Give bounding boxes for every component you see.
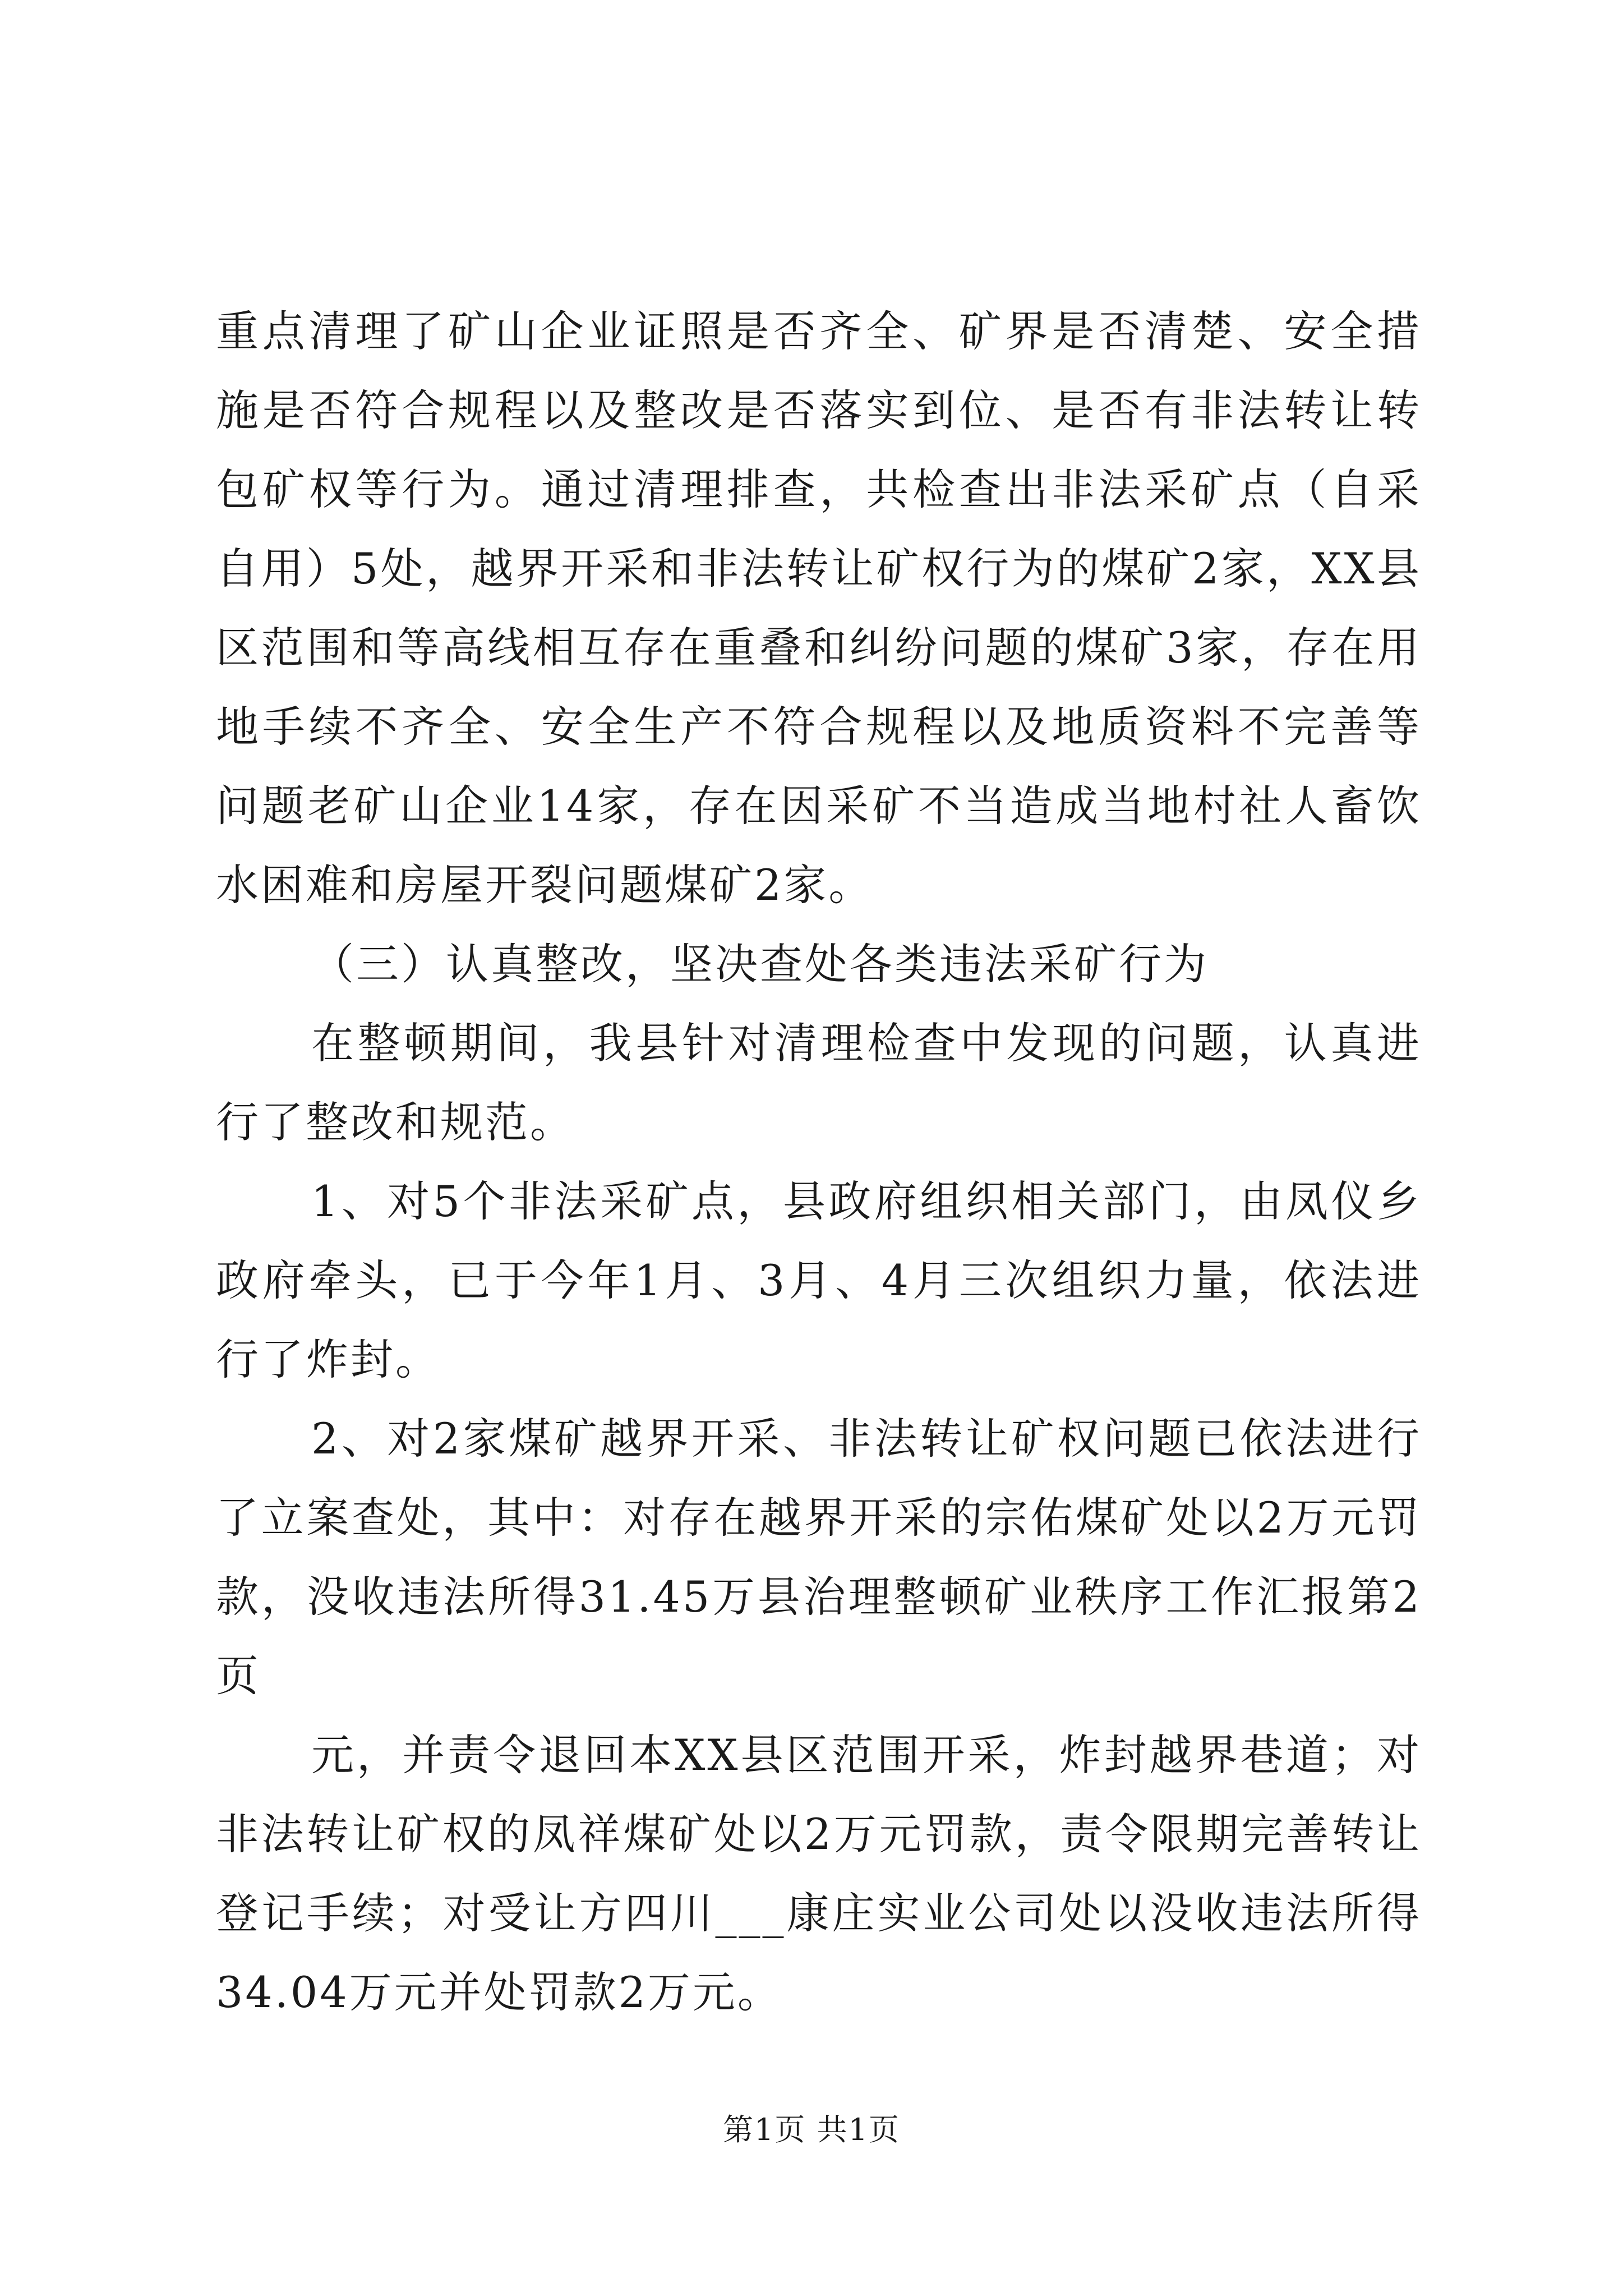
paragraph-item-2-continued: 元，并责令退回本XX县区范围开采，炸封越界巷道；对非法转让矿权的凤祥煤矿处以2万元罚款，责令限期完善转让登记手续；对受让方四川___康庄实业公司处以没收违法所得34.04万元并处罚款2万元。 xyxy=(216,1730,1422,2017)
section-heading-rectification: （三）认真整改，坚决查处各类违法采矿行为 xyxy=(311,939,1209,989)
document-body xyxy=(216,292,1422,2032)
paragraph-rectification-intro: 在整顿期间，我县针对清理检查中发现的问题，认真进行了整改和规范。 xyxy=(216,1018,1422,1147)
paragraph-item-2: 2、对2家煤矿越界开采、非法转让矿权问题已依法进行了立案查处，其中：对存在越界开采的宗佑煤矿处以2万元罚款，没收违法所得31.45万县治理整顿矿业秩序工作汇报第2页 xyxy=(216,1414,1422,1701)
paragraph-item-1: 1、对5个非法采矿点，县政府组织相关部门，由凤仪乡政府牵头，已于今年1月、3月、4月三次组织力量，依法进行了炸封。 xyxy=(216,1176,1422,1384)
paragraph-mine-inspection: 重点清理了矿山企业证照是否齐全、矿界是否清楚、安全措施是否符合规程以及整改是否落实到位、是否有非法转让转包矿权等行为。通过清理排查，共检查出非法采矿点（自采自用）5处，越界开采和非法转让矿权行为的煤矿2家，XX县区范围和等高线相互存在重叠和纠纷问题的煤矿3家，存在用地手续不齐全、安全生产不符合规程以及地质资料不完善等问题老矿山企业14家，存在因采矿不当造成当地村社人畜饮水困难和房屋开裂问题煤矿2家。 xyxy=(216,306,1422,910)
page-footer: 第1页 共1页 xyxy=(723,2112,900,2147)
